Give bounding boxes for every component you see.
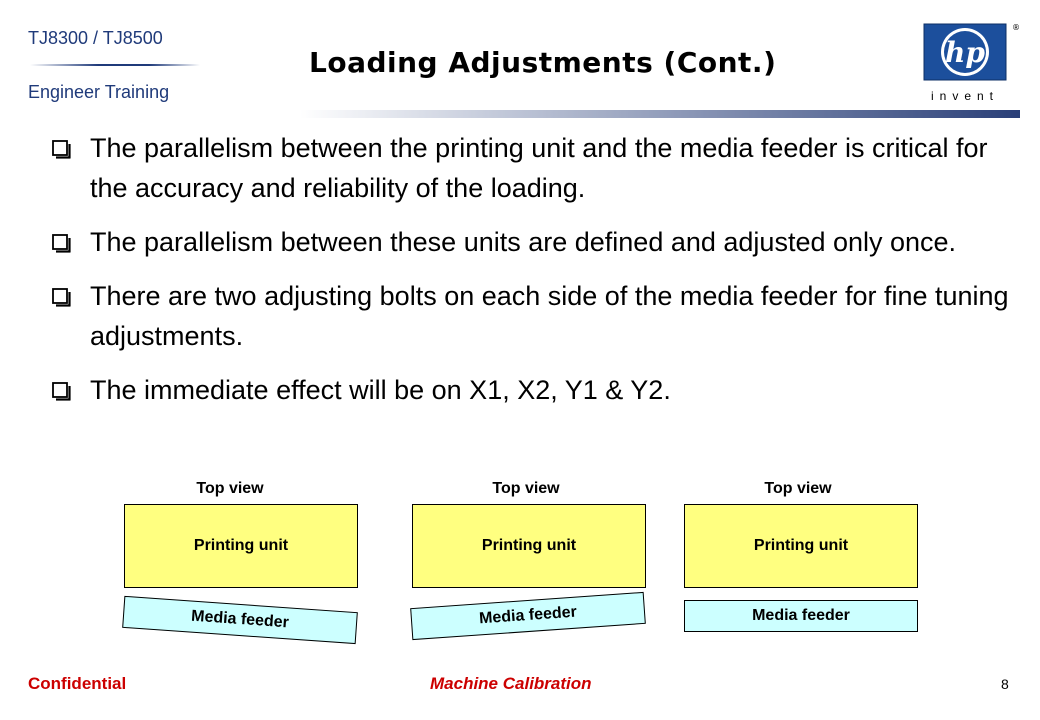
title-underline <box>300 110 1020 118</box>
bullet-item <box>48 222 1018 262</box>
header-divider <box>30 64 200 66</box>
checkbox-bullet-icon <box>52 288 71 307</box>
bullet-item <box>48 128 1018 208</box>
top-view-label: Top view <box>492 480 560 497</box>
confidential-label: Confidential <box>28 674 127 693</box>
bullet-item <box>48 370 1018 410</box>
checkbox-bullet-icon <box>52 234 71 253</box>
media-feeder-box: Media feeder <box>410 592 646 640</box>
training-label: Engineer Training <box>28 82 170 102</box>
logo-tagline: invent <box>930 89 1000 103</box>
page-number: 8 <box>1001 676 1009 692</box>
section-name: Machine Calibration <box>430 674 592 693</box>
bullet-text: The parallelism between these units are defined and adjusted only once. <box>90 227 957 257</box>
checkbox-bullet-icon <box>52 140 71 159</box>
bullet-item <box>48 276 1018 356</box>
top-view-label: Top view <box>764 480 832 497</box>
top-view-label: Top view <box>196 480 264 497</box>
svg-text:®: ® <box>1012 23 1020 32</box>
hp-logo-icon <box>920 20 1020 104</box>
product-name: TJ8300 / TJ8500 <box>28 28 163 48</box>
logo-mark: hp <box>945 36 985 69</box>
printing-unit-box: Printing unit <box>412 504 646 588</box>
bullet-text: The parallelism between the printing unit and the media feeder is critical for the accuracy and reliability of the loading. <box>90 133 988 203</box>
checkbox-bullet-icon <box>52 382 71 401</box>
bullet-list <box>48 128 1018 424</box>
bullet-text: There are two adjusting bolts on each side of the media feeder for fine tuning adjustments. <box>90 281 1009 351</box>
slide-title: Loading Adjustments (Cont.) <box>309 46 777 79</box>
media-feeder-box: Media feeder <box>122 596 358 644</box>
printing-unit-box: Printing unit <box>684 504 918 588</box>
bullet-text: The immediate effect will be on X1, X2, Y1 & Y2. <box>90 375 671 405</box>
media-feeder-box: Media feeder <box>684 600 918 632</box>
hp-logo <box>920 20 1020 104</box>
printing-unit-box: Printing unit <box>124 504 358 588</box>
